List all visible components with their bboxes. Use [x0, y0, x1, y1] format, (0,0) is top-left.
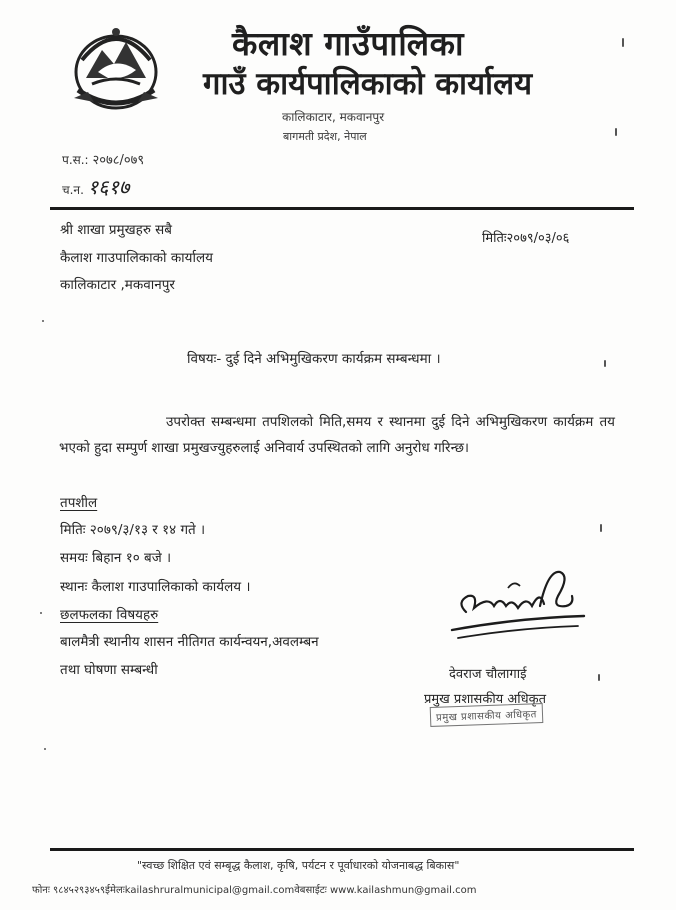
footer-divider: [50, 848, 634, 851]
office-address-line1: कालिकाटार, मकवानपुर: [282, 110, 385, 124]
recipient-line3: कालिकाटार ,मकवानपुर: [60, 277, 175, 293]
ps-label: प.स.:: [62, 153, 89, 167]
details-date: मितिः २०७९/३/१३ र १४ गते ।: [60, 522, 206, 538]
details-heading: तपशील: [60, 495, 98, 511]
scan-speck: [40, 612, 42, 614]
handwritten-signature: [448, 566, 588, 650]
office-title-line1: कैलाश गाउँपालिका: [232, 24, 465, 63]
reference-ps: [62, 150, 144, 168]
nepal-government-emblem-icon: [68, 20, 164, 112]
scan-speck: [604, 360, 606, 367]
discussion-line2: तथा घोषणा सम्बन्धी: [60, 662, 158, 678]
footer-contact: फोनः ९८४५२९३४५९ईमेलःkailashruralmunicipal@gmail.comवेबसाईटः www.kailashmun@gmail.com: [32, 885, 477, 896]
ps-value: २०७८/०७९: [92, 153, 145, 168]
recipient-line2: कैलाश गाउपालिकाको कार्यालय: [60, 250, 213, 266]
footer-slogan: "स्वच्छ शिक्षित एवं सम्बृद्ध कैलाश, कृषि, पर्यटन र पूर्वाधारको योजनाबद्ध बिकास": [137, 859, 460, 872]
discussion-line1: बालमैत्री स्थानीय शासन नीतिगत कार्यन्वयन,अवलम्बन: [60, 634, 319, 650]
reference-cn: [62, 173, 129, 200]
signatory-title: प्रमुख प्रशासकीय अधिकृत: [424, 692, 547, 707]
scan-speck: [42, 320, 44, 322]
scan-speck: [598, 674, 600, 681]
scan-speck: [600, 524, 602, 532]
details-place: स्थानः कैलाश गाउपालिकाको कार्यलय ।: [60, 579, 251, 595]
discussion-heading: छलफलका विषयहरु: [60, 607, 159, 623]
recipient-line1: श्री शाखा प्रमुखहरु सबै: [60, 222, 173, 238]
signatory-name: देवराज चौलागाई: [449, 667, 527, 682]
office-address-line2: बागमती प्रदेश, नेपाल: [283, 130, 367, 143]
office-title-line2: गाउँ कार्यपालिकाको कार्यालय: [203, 66, 533, 102]
scan-speck: [44, 748, 46, 750]
body-paragraph: उपरोक्त सम्बन्धमा तपशिलको मिति,समय र स्थानमा दुई दिने अभिमुखिकरण कार्यक्रम तय भएको हुदा सम्पुर्ण शाखा प्रमुखज्युहरुलाई अनिवार्य उपस्थितको लागि अनुरोध गरिन्छ।: [59, 414, 615, 456]
official-stamp: प्रमुख प्रशासकीय अधिकृत: [430, 703, 544, 727]
scan-speck: [622, 38, 624, 47]
letter-subject: विषयः- दुई दिने अभिमुखिकरण कार्यक्रम सम्बन्धमा ।: [187, 351, 441, 367]
details-time: समयः बिहान १० बजे ।: [60, 550, 172, 566]
cn-value: १६१७: [87, 175, 130, 199]
cn-label: च.न.: [62, 183, 84, 197]
letter-date: मितिः२०७९/०३/०६: [482, 231, 570, 246]
header-divider: [50, 207, 634, 210]
scan-speck: [615, 128, 617, 136]
